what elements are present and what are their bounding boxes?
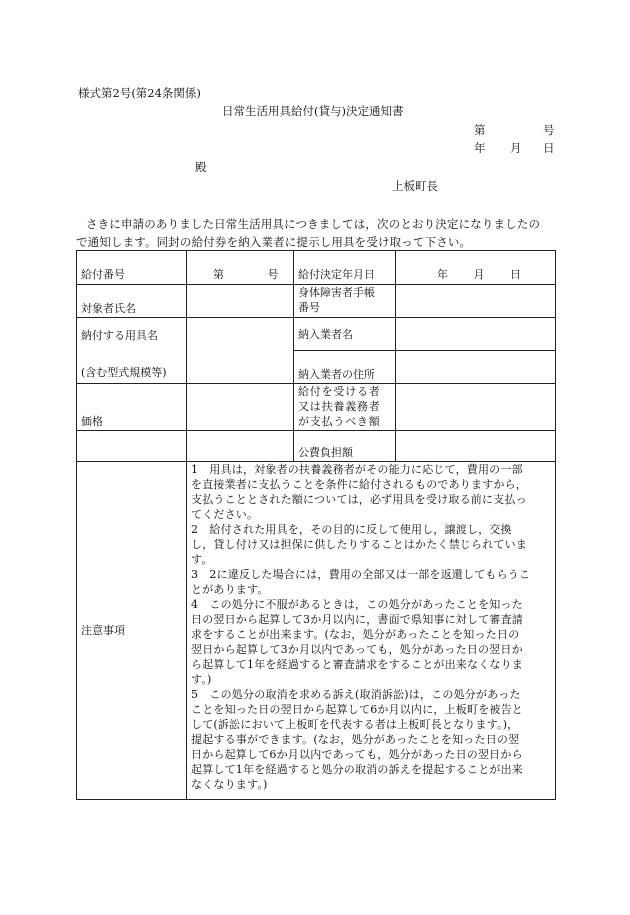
- date-year: 年: [474, 141, 486, 155]
- notes-line: 4 この処分に不服があるときは，この処分があったことを知った: [191, 598, 523, 611]
- benefit-decision-table: [76, 250, 556, 800]
- notes-line: 提起する事ができます。(なお，処分があったことを知った日の翌: [191, 733, 520, 746]
- notes-line: 起算して1年を経過すると処分の取消の訴えを提起することが出来: [191, 763, 523, 776]
- decision-date-cell: [396, 251, 556, 285]
- notes-content: [187, 462, 556, 800]
- table-row: [77, 462, 556, 800]
- disability-book-label-line: 番号: [298, 301, 320, 314]
- benefit-number-go: 号: [267, 268, 279, 281]
- date-day: 日: [543, 141, 555, 155]
- item-value: [187, 318, 294, 384]
- decision-date-year: 年: [437, 268, 448, 281]
- supplier-address-value: [396, 351, 556, 384]
- supplier-address-label: 納入業者の住所: [294, 351, 396, 384]
- notes-line: 支払うこととされた額については，必ず用具を受け取る前に支払っ: [191, 493, 527, 506]
- notes-line: して(訴訟において上板町を代表する者は上板町長となります。)，: [191, 718, 519, 731]
- notes-line: し，貸し付け又は担保に供したりすることはかたく禁じられていま: [191, 538, 527, 551]
- supplier-name-value: [396, 318, 556, 351]
- payment-label: [294, 384, 396, 431]
- addressee-suffix: 殿: [195, 160, 207, 174]
- price-label: 価格: [77, 384, 187, 431]
- disability-book-label: [294, 285, 396, 318]
- benefit-number-label: 給付番号: [77, 251, 187, 285]
- issuer: 上板町長: [392, 179, 438, 193]
- notes-line: とがあります。: [191, 583, 269, 596]
- recipient-name-label: 対象者氏名: [77, 285, 187, 318]
- item-label-cell: [77, 318, 187, 384]
- notes-line: 3 2に違反した場合には，費用の全部又は一部を返還してもらうこ: [191, 568, 531, 581]
- disability-book-value: [396, 285, 556, 318]
- disability-book-label-line: 身体障害者手帳: [298, 286, 375, 299]
- notes-line: ら起算して1年を経過すると審査請求をすることが出来なくなりま: [191, 658, 523, 671]
- empty-value-cell: [187, 431, 294, 462]
- decision-date-day: 日: [510, 268, 521, 281]
- payment-value: [396, 384, 556, 431]
- notes-line: を直接業者に支払うことを条件に給付されるものでありますから，: [191, 478, 527, 491]
- document-title: 日常生活用具給付(貸与)決定通知書: [222, 104, 404, 118]
- notes-line: 1 用具は，対象者の扶養義務者がその能力に応じて，費用の一部: [191, 463, 523, 476]
- notes-line: 翌日から起算して3か月以内であっても，処分があった日の翌日か: [191, 643, 523, 656]
- payment-label-line: が支払うべき額: [298, 415, 381, 428]
- notes-line: なくなります。): [191, 778, 268, 791]
- benefit-number-dai: 第: [213, 268, 224, 281]
- price-value: [187, 384, 294, 431]
- notes-line: す。: [191, 553, 213, 566]
- decision-date-label: 給付決定年月日: [294, 251, 396, 285]
- item-label: 納付する用具名: [81, 328, 158, 342]
- notes-line: 日の翌日から起算して3か月以内に，書面で県知事に対して審査請: [191, 613, 523, 626]
- notes-line: す。): [191, 673, 212, 686]
- intro-line-1: さきに申請のありました日常生活用具につきましては，次のとおり決定になりましたの: [86, 217, 541, 231]
- recipient-name-value: [187, 285, 294, 318]
- notes-line: ことを知った日の翌日から起算して6か月以内に，上板町を被告と: [191, 703, 523, 716]
- form-number: 様式第2号(第24条関係): [78, 86, 201, 100]
- intro-line-2: で通知します。同封の給付券を納入業者に提示し用具を受け取って下さい。: [76, 235, 472, 249]
- table-row: [77, 285, 556, 318]
- payment-label-line: 又は扶養義務者: [298, 400, 381, 413]
- empty-label-cell: [77, 431, 187, 462]
- notes-line: 求をすることが出来ます。(なお，処分があったことを知った日の: [191, 628, 520, 641]
- table-row: [77, 384, 556, 431]
- decision-date-month: 月: [473, 268, 485, 281]
- date-month: 月: [510, 141, 522, 155]
- item-label-sub: (含む型式規模等): [81, 365, 167, 379]
- table-row: [77, 251, 556, 285]
- public-burden-value: [396, 431, 556, 462]
- payment-label-line: 給付を受ける者: [298, 385, 381, 398]
- table-row: [77, 318, 556, 351]
- number-dai: 第: [474, 123, 486, 137]
- benefit-number-cell: [187, 251, 294, 285]
- notes-lines: [191, 462, 551, 792]
- supplier-name-label: 納入業者名: [294, 318, 396, 351]
- notes-line: 5 この処分の取消を求める訴え(取消訴訟)は，この処分があった: [191, 688, 521, 701]
- notes-line: 日から起算して6か月以内であっても，処分があった日の翌日から: [191, 748, 523, 761]
- notes-label: 注意事項: [77, 462, 187, 800]
- table-row: [77, 431, 556, 462]
- public-burden-label: 公費負担額: [294, 431, 396, 462]
- number-go: 号: [543, 123, 555, 137]
- notes-line: 2 給付された用具を，その目的に反して使用し，譲渡し，交換: [191, 523, 512, 536]
- notes-line: てください。: [191, 508, 259, 521]
